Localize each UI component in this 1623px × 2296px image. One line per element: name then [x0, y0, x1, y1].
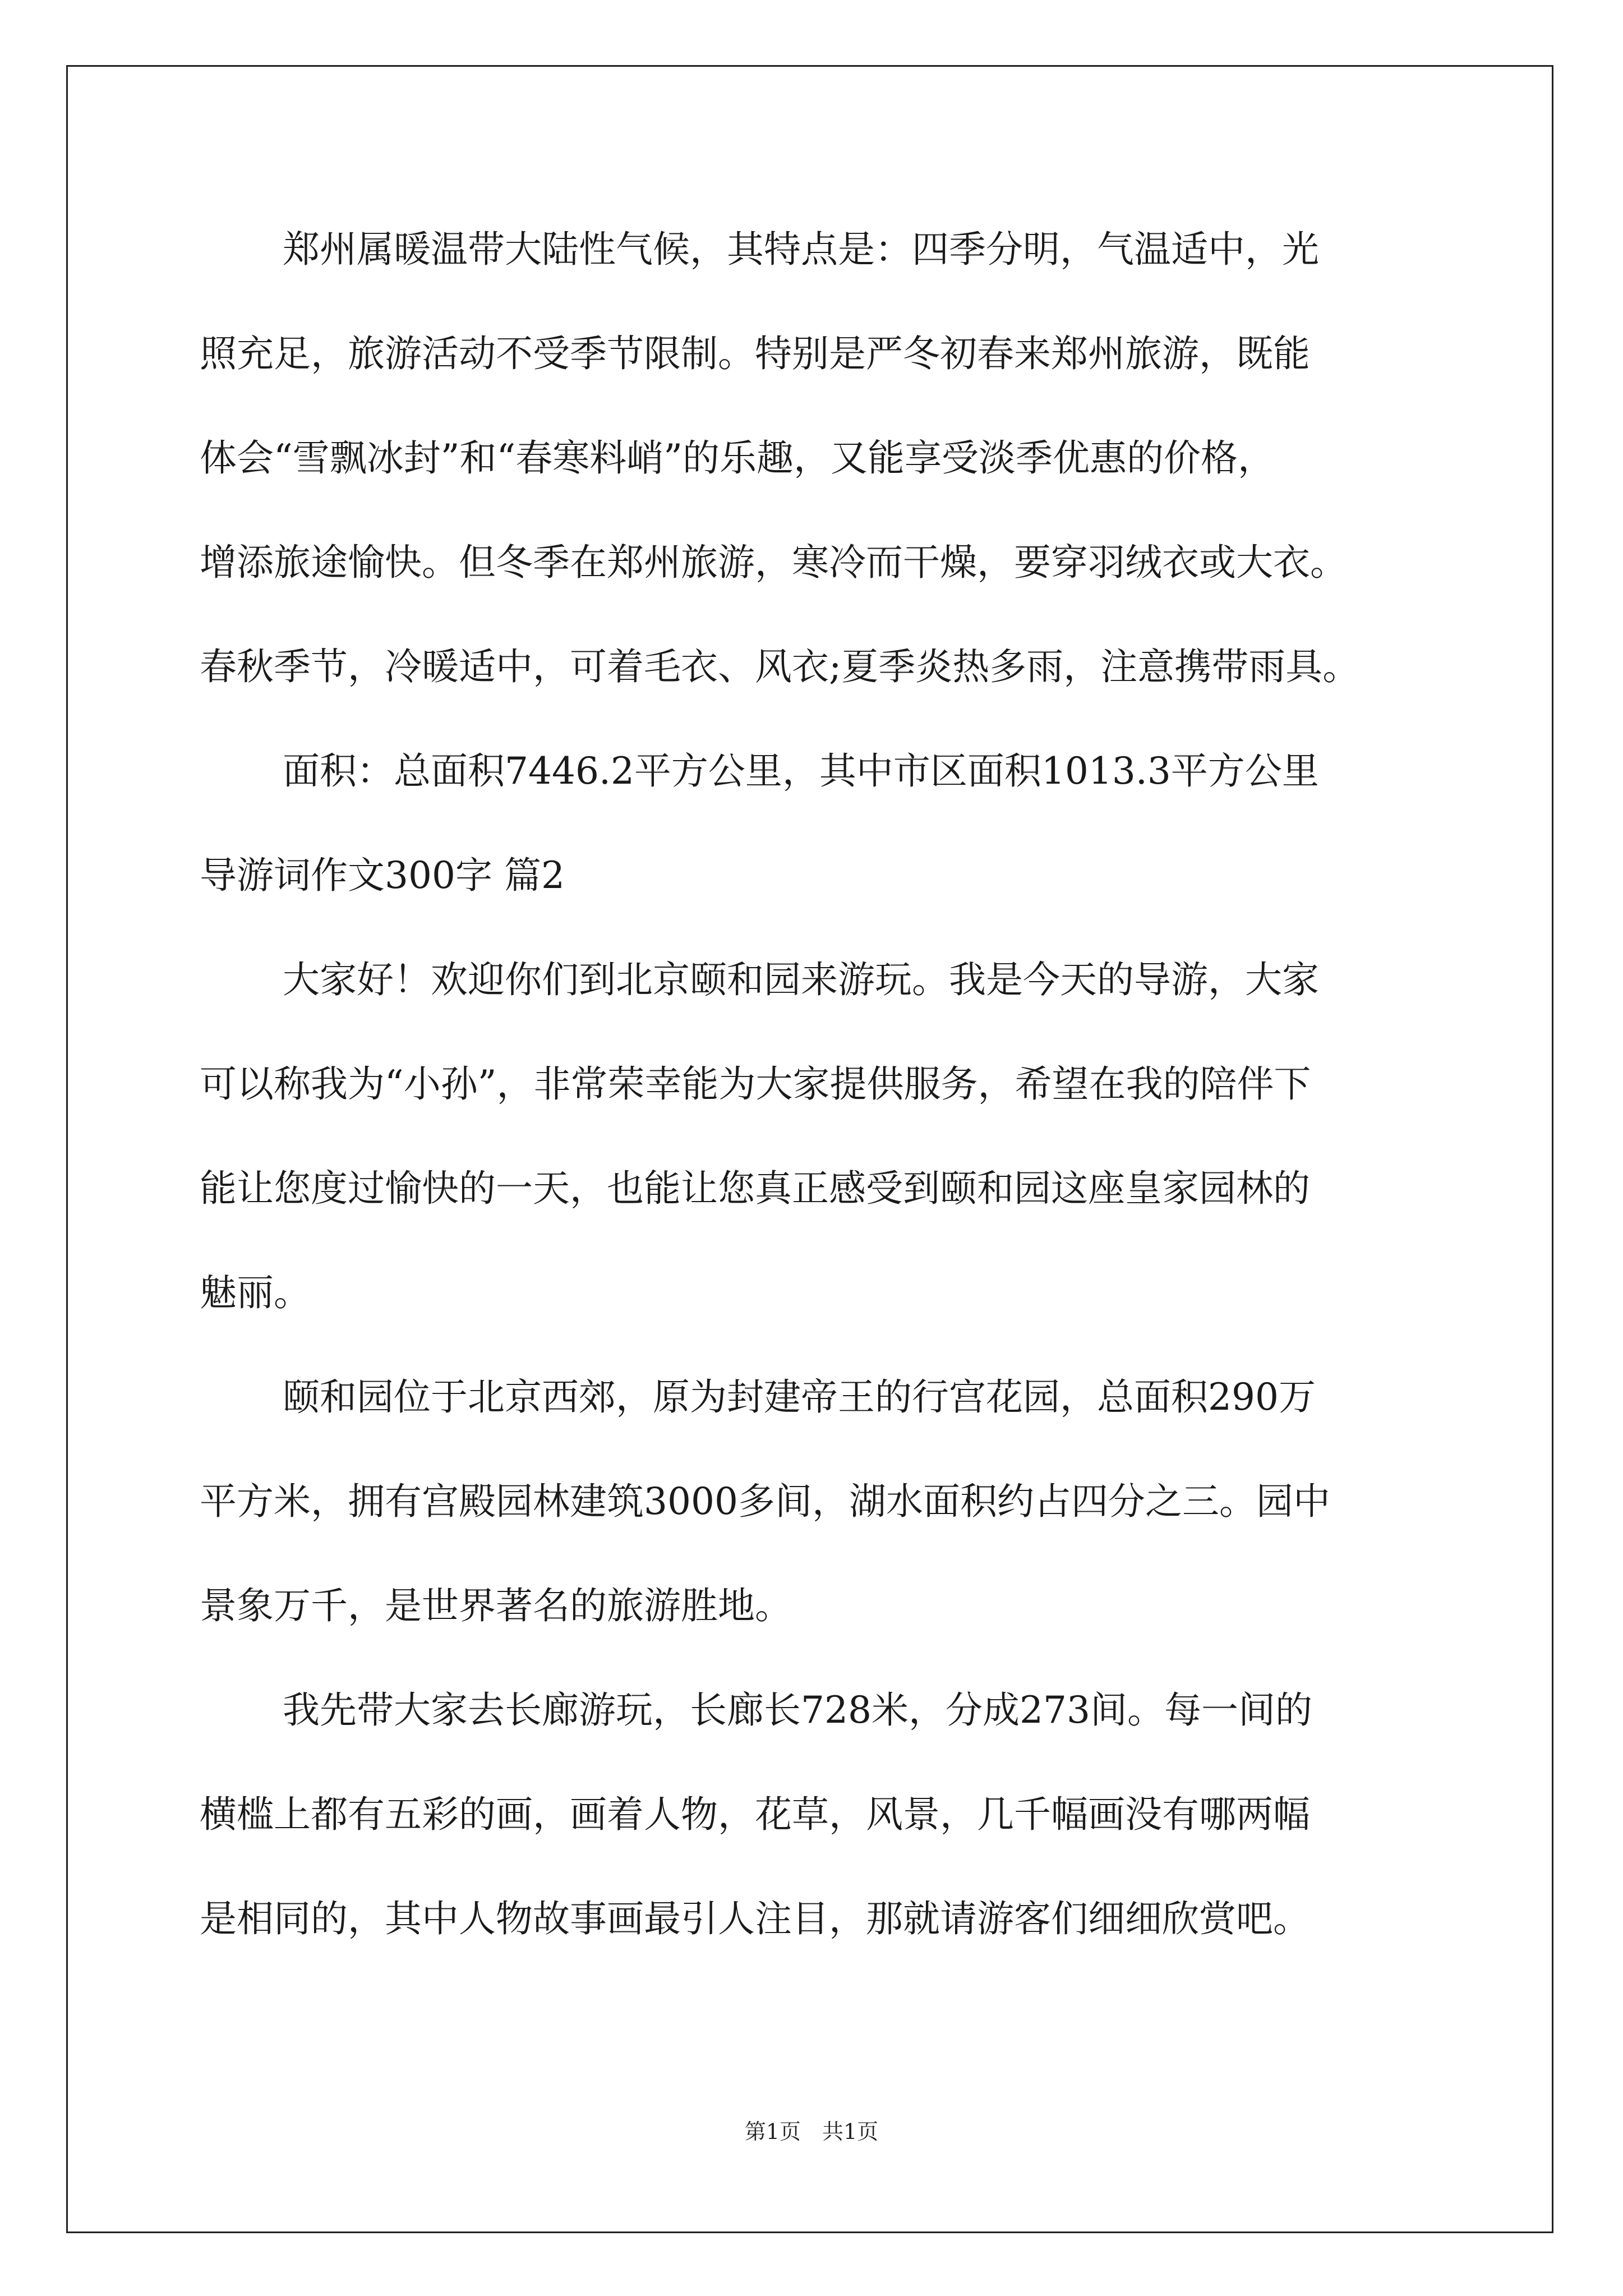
paragraph-1-line-4: 增添旅途愉快。但冬季在郑州旅游，寒冷而干燥，要穿羽绒衣或大衣。 [200, 541, 1347, 584]
paragraph-5-line-2: 横槛上都有五彩的画，画着人物，花草，风景，几千幅画没有哪两幅 [200, 1793, 1310, 1836]
paragraph-1-line-5: 春秋季节，冷暖适中，可着毛衣、风衣;夏季炎热多雨，注意携带雨具。 [200, 645, 1360, 688]
paragraph-5-line-1: 我先带大家去长廊游玩，长廊长728米，分成273间。每一间的 [283, 1688, 1312, 1732]
paragraph-5-line-3: 是相同的，其中人物故事画最引人注目，那就请游客们细细欣赏吧。 [200, 1897, 1310, 1940]
paragraph-3-line-3: 能让您度过愉快的一天，也能让您真正感受到颐和园这座皇家园林的 [200, 1167, 1310, 1210]
area-paragraph: 面积：总面积7446.2平方公里，其中市区面积1013.3平方公里 [283, 749, 1319, 793]
paragraph-4-line-3: 景象万千，是世界著名的旅游胜地。 [200, 1584, 792, 1627]
paragraph-1-line-1: 郑州属暖温带大陆性气候，其特点是：四季分明，气温适中，光 [283, 228, 1319, 271]
paragraph-1-line-3: 体会“雪飘冰封”和“春寒料峭”的乐趣，又能享受淡季优惠的价格， [200, 436, 1275, 480]
page-number-footer: 第1页 共1页 [744, 2119, 879, 2144]
paragraph-3-line-4: 魅丽。 [200, 1271, 311, 1314]
paragraph-3-line-1: 大家好！欢迎你们到北京颐和园来游玩。我是今天的导游，大家 [283, 958, 1319, 1001]
paragraph-3-line-2: 可以称我为“小孙”，非常荣幸能为大家提供服务，希望在我的陪伴下 [200, 1062, 1311, 1106]
paragraph-4-line-1: 颐和园位于北京西郊，原为封建帝王的行宫花园，总面积290万 [283, 1375, 1316, 1419]
paragraph-1-line-2: 照充足，旅游活动不受季节限制。特别是严冬初春来郑州旅游，既能 [200, 332, 1310, 375]
paragraph-4-line-2: 平方米，拥有宫殿园林建筑3000多间，湖水面积约占四分之三。园中 [200, 1480, 1330, 1523]
section-heading: 导游词作文300字 篇2 [200, 854, 565, 897]
